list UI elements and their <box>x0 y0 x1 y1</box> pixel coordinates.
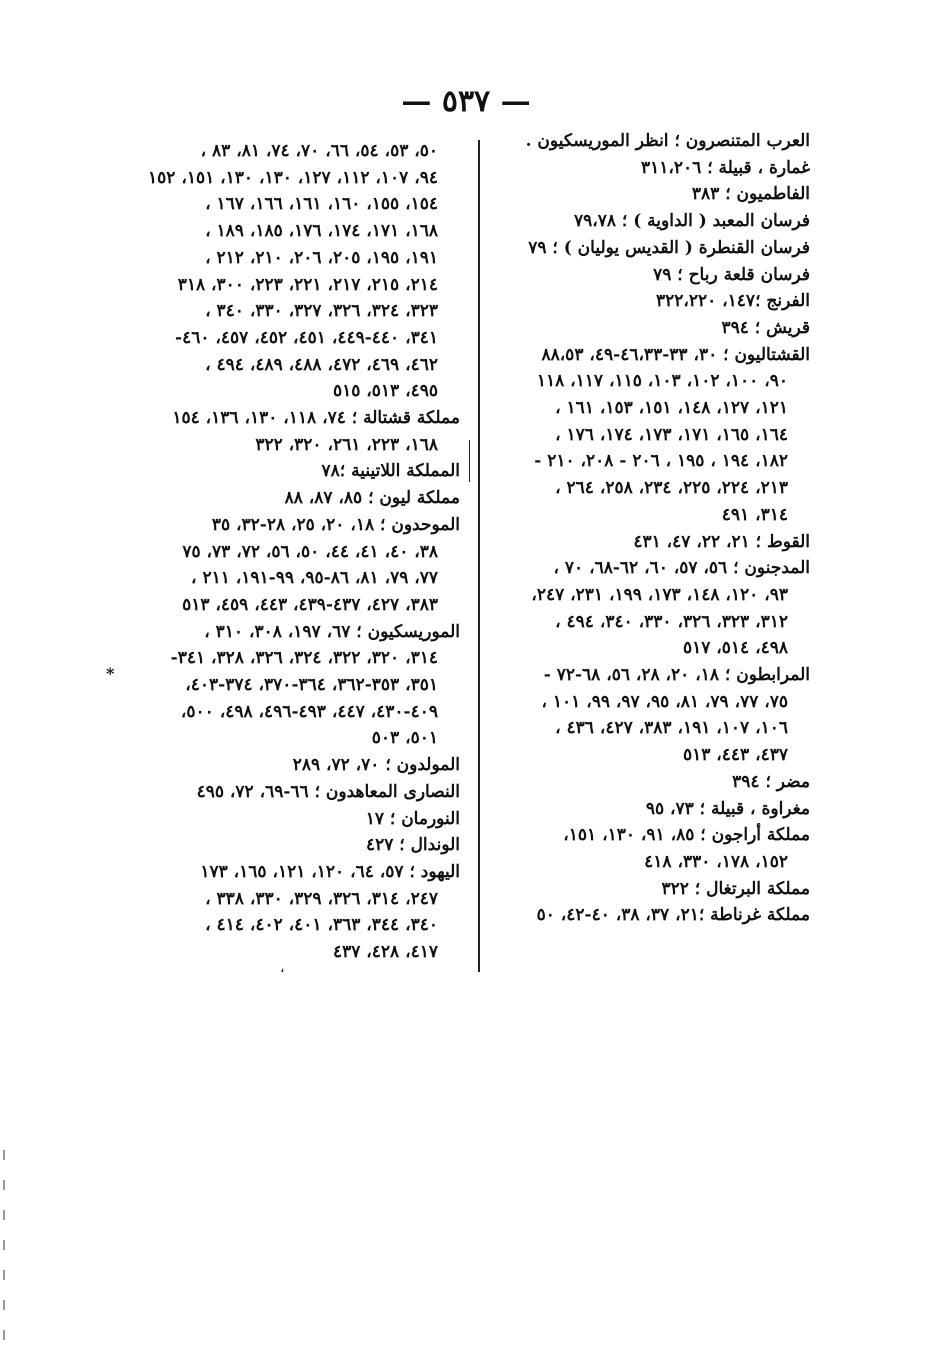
index-entry: الموريسكيون ؛ ٦٧، ١٩٧، ٣٠٨، ٣١٠ ، <box>204 621 460 642</box>
index-continuation-line: ٥٠، ٥٣، ٥٤، ٦٦، ٧٠، ٧٤، ٨١، ٨٣ ، <box>200 141 438 161</box>
index-continuation-line: ٥٠١، ٥٠٣ <box>371 728 438 749</box>
index-entry: مملكة ليون ؛ ٨٥، ٨٧، ٨٨ <box>284 488 460 509</box>
index-entry: مملكة أراجون ؛ ٨٥، ٩١، ١٣٠، ١٥١، <box>563 825 810 846</box>
scan-edge-marks <box>3 1150 5 1350</box>
index-continuation-line: ٩٤، ١٠٧، ١١٢، ١٢٧، ١٣٠، ١٣٠، ١٥١، ١٥٢ <box>148 167 438 188</box>
index-entry: مضر ؛ ٣٩٤ <box>732 771 810 792</box>
index-entry: الفرنج ؛١٤٧، ٣٢٢،٢٢٠ <box>655 291 810 312</box>
margin-asterisk: * <box>106 664 115 683</box>
index-continuation-line: ١٦٨، ٢٢٣، ٢٦١، ٣٢٠، ٣٢٢ <box>255 434 438 455</box>
index-continuation-line: ١٦٨، ١٧١، ١٧٤، ١٧٦، ١٨٥، ١٨٩ ، <box>205 221 438 242</box>
index-continuation-line: ٢٤٧، ٣١٤، ٣٢٦، ٣٢٩، ٣٣٠، ٣٣٨ ، <box>205 888 438 909</box>
index-continuation-line: ٢١٤، ٢١٥، ٢١٧، ٢٢١، ٢٢٣، ٣٠٠، ٣١٨ <box>177 274 438 295</box>
index-continuation-line: ٣١٢، ٣٢٣، ٣٢٦، ٣٣٠، ٣٤٠، ٤٩٤ ، <box>555 611 788 632</box>
index-entry: المرابطون ؛ ١٨، ٢٠، ٢٨، ٥٦، ٦٨-٧٢ - <box>543 665 810 686</box>
index-entry: الوندال ؛ ٤٢٧ <box>365 835 460 856</box>
index-continuation-line: ٧٧، ٧٩، ٨١، ٨٦-٩٥، ٩٩-١٩١، ٢١١ ، <box>191 568 438 589</box>
index-continuation-line: ٩٣، ١٢٠، ١٤٨، ١٧٣، ١٩٩، ٢٣١، ٢٤٧، <box>531 584 788 605</box>
index-continuation-line: ١٥٢، ١٧٨، ٣٣٠، ٤١٨ <box>644 851 788 872</box>
index-continuation-line: ١٦٤، ١٦٥، ١٧١، ١٧٣، ١٧٤، ١٧٦ ، <box>555 424 788 445</box>
index-entry: المدجنون ؛ ٥٦، ٥٧، ٦٠، ٦٢-٦٨، ٧٠ ، <box>553 558 810 579</box>
index-continuation-line: ٣١٤، ٤٩١ <box>721 504 788 525</box>
index-continuation-line: ٣٨٣، ٤٢٧، ٤٣٧-٤٣٩، ٤٤٣، ٤٥٩، ٥١٣ <box>182 594 438 615</box>
index-entry: العرب المتنصرون ؛ انظر الموريسكيون . <box>525 131 810 151</box>
index-entry: فرسان قلعة رباح ؛ ٧٩ <box>653 264 810 285</box>
index-continuation-line: ٣٨، ٤٠، ٤١، ٤٤، ٥٠، ٥٦، ٧٢، ٧٣، ٧٥ <box>182 541 438 562</box>
index-continuation-line: ٣٥١، ٣٥٣-٣٦٢، ٣٦٤-٣٧٠، ٣٧٤-٤٠٣، <box>185 675 438 696</box>
index-continuation-line: ٤١٧، ٤٢٨، ٤٣٧ <box>332 942 438 963</box>
index-continuation-line: ٤٩٨، ٥١٤، ٥١٧ <box>682 638 788 659</box>
index-entry: المملكة اللاتينية ؛٧٨ <box>321 461 460 482</box>
index-continuation-line: ٣٤٠، ٣٤٤، ٣٦٣، ٤٠١، ٤٠٢، ٤١٤ ، <box>205 915 438 936</box>
index-continuation-line: ٣٢٣، ٣٢٤، ٣٢٦، ٣٢٧، ٣٣٠، ٣٤٠ ، <box>205 301 438 322</box>
index-entry: قريش ؛ ٣٩٤ <box>721 317 810 338</box>
index-entry: النصارى المعاهدون ؛ ٦٦-٦٩، ٧٢، ٤٩٥ <box>196 781 460 802</box>
index-continuation-line: ٤٣٧، ٤٤٣، ٥١٣ <box>682 745 788 766</box>
index-continuation-line: ٤٩٥، ٥١٣، ٥١٥ <box>332 381 438 402</box>
index-entry: مملكة قشتالة ؛ ٧٤، ١١٨، ١٣٠، ١٣٦، ١٥٤ <box>172 408 460 429</box>
index-entry: القوط ؛ ٢١، ٢٢، ٤٧، ٤٣١ <box>633 531 810 552</box>
index-entry: النورمان ؛ ١٧ <box>365 808 460 829</box>
index-continuation-line: ٤٠٩-٤٣٠، ٤٤٧، ٤٩٣-٤٩٦، ٤٩٨، ٥٠٠، <box>180 701 438 722</box>
index-entry: فرسان المعبد ( الداوية ) ؛ ٧٩،٧٨ <box>573 211 810 232</box>
index-column-left <box>130 138 460 966</box>
index-continuation-line: ٤٦٢، ٤٦٩، ٤٧٢، ٤٨٨، ٤٨٩، ٤٩٤ ، <box>205 354 438 375</box>
page-number: — ٥٣٧ — <box>401 84 531 119</box>
index-entry: مملكة غرناطة ؛٢١، ٣٧، ٣٨، ٤٠-٤٢، ٥٠ <box>536 905 810 926</box>
index-entry: غمارة ، قبيلة ؛ ٣١١،٢٠٦ <box>641 157 810 178</box>
index-continuation-line: ١٨٢، ١٩٤ ، ١٩٥ ، ٢٠٦ - ٢٠٨، ٢١٠ - <box>534 451 788 472</box>
index-column-right <box>488 128 810 929</box>
index-continuation-line: ٩٠، ١٠٠، ١٠٢، ١٠٣، ١١٥، ١١٧، ١١٨ <box>536 371 788 392</box>
index-continuation-line: ١٩١، ١٩٥، ٢٠٥، ٢٠٦، ٢١٠، ٢١٢ ، <box>205 247 438 268</box>
index-continuation-line: ٧٥، ٧٧، ٧٩، ٨١، ٩٥، ٩٧، ٩٩، ١٠١ ، <box>541 691 788 712</box>
index-continuation-line: ٣٤١، ٤٤٠-٤٤٩، ٤٥١، ٤٥٢، ٤٥٧، ٤٦٠- <box>175 327 438 348</box>
index-continuation-line: ٣١٤، ٣٢٠، ٣٢٢، ٣٢٤، ٣٢٦، ٣٢٨، ٣٤١- <box>170 648 438 669</box>
index-entry: مغراوة ، قبيلة ؛ ٧٣، ٩٥ <box>645 798 810 819</box>
index-entry: فرسان القنطرة ( القديس يوليان ) ؛ ٧٩ <box>528 237 810 258</box>
index-entry: القشتاليون ؛ ٣٠، ٣٣-٤٦،٣٣-٤٩، ٨٨،٥٣ <box>541 344 810 365</box>
index-entry: الموحدون ؛ ١٨، ٢٠، ٢٥، ٢٨-٣٢، ٣٥ <box>211 514 460 535</box>
stray-comma: ، <box>280 960 285 976</box>
index-continuation-line: ١٥٤، ١٥٥، ١٦٠، ١٦١، ١٦٦، ١٦٧ ، <box>205 194 438 215</box>
index-entry: اليهود ؛ ٥٧، ٦٤، ١٢٠، ١٢١، ١٦٥، ١٧٣ <box>200 861 460 882</box>
index-entry: الفاطميون ؛ ٣٨٣ <box>691 184 810 205</box>
index-entry: المولدون ؛ ٧٠، ٧٢، ٢٨٩ <box>292 755 460 776</box>
sub-divider <box>469 440 470 482</box>
index-continuation-line: ٢١٣، ٢٢٤، ٢٢٥، ٢٣٤، ٢٥٨، ٢٦٤ ، <box>555 478 788 499</box>
index-entry: مملكة البرتغال ؛ ٣٢٢ <box>661 878 810 899</box>
index-continuation-line: ١٢١، ١٢٧، ١٤٨، ١٥١، ١٥٣، ١٦١ ، <box>555 398 788 419</box>
index-continuation-line: ١٠٦، ١٠٧، ١٩١، ٣٨٣، ٤٢٧، ٤٣٦ ، <box>555 718 788 739</box>
column-divider <box>478 140 480 972</box>
